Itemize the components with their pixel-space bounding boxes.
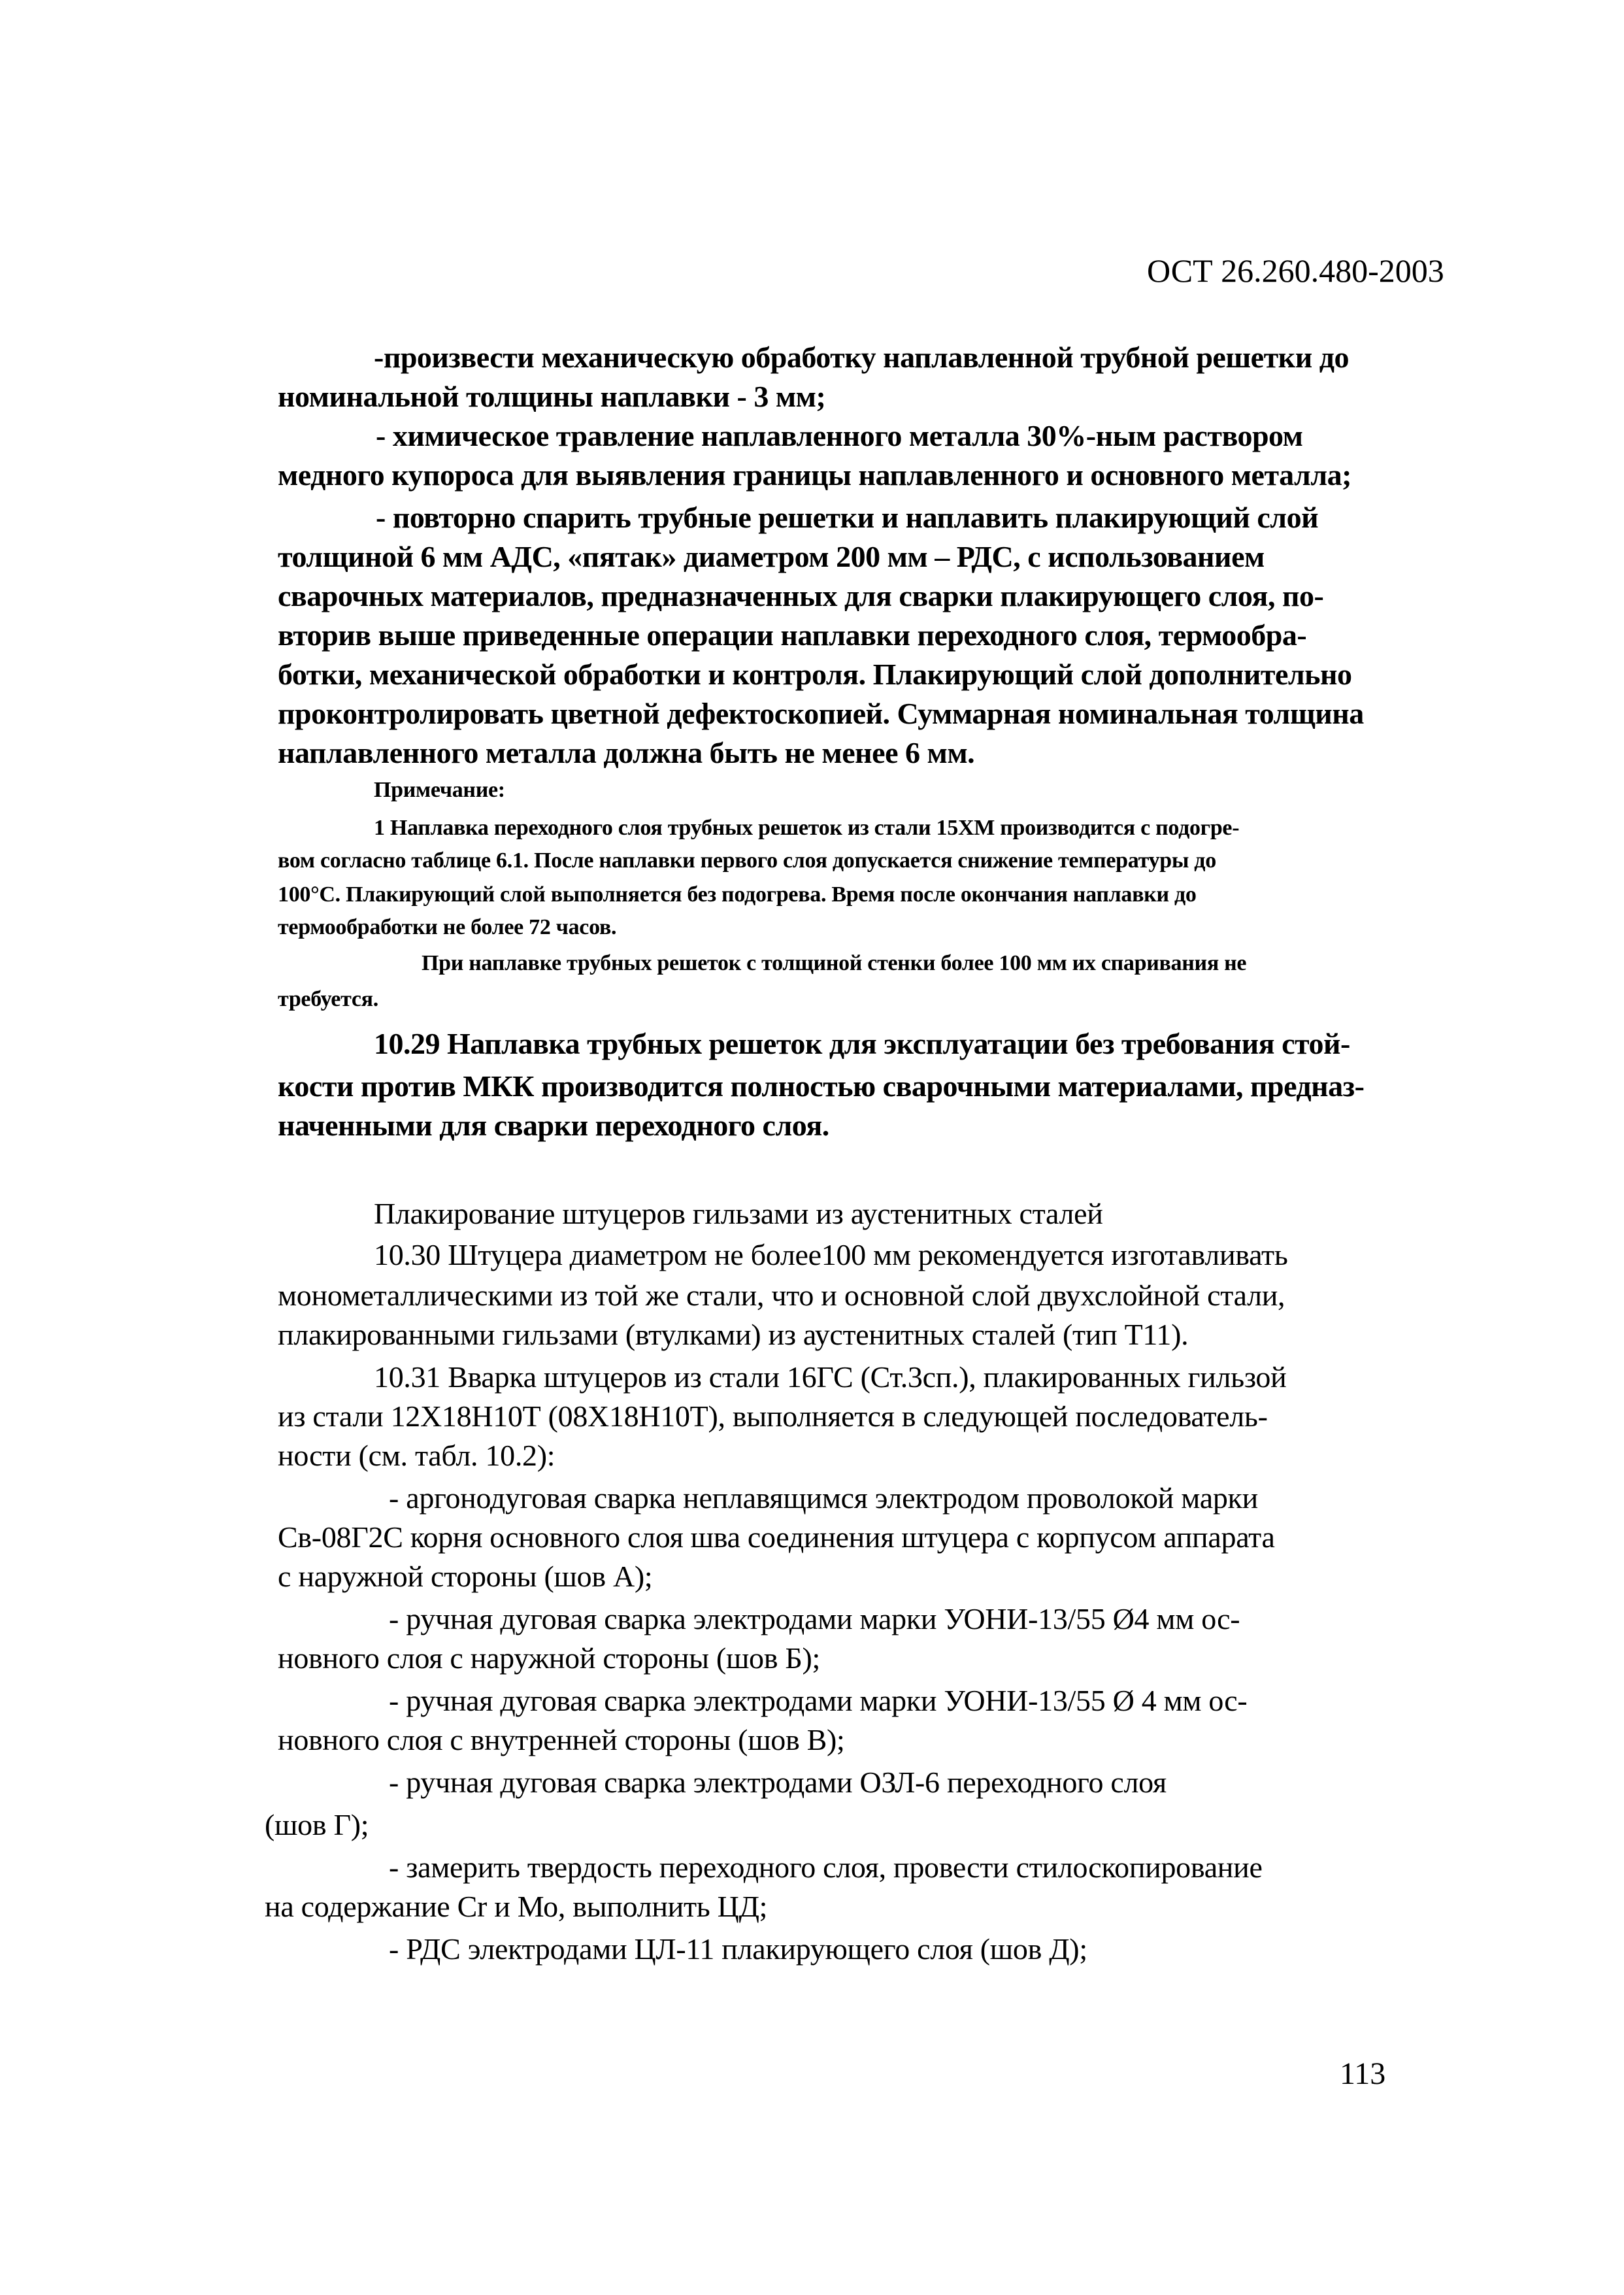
text-line: 10.31 Вварка штуцеров из стали 16ГС (Ст.3сп.), плакированных гильзой (374, 1360, 1287, 1394)
text-line: с наружной стороны (шов А); (278, 1560, 653, 1593)
text-line: новного слоя с наружной стороны (шов Б); (278, 1641, 820, 1675)
text-line: монометаллическими из той же стали, что и основной слой двухслойной стали, (278, 1279, 1285, 1312)
text-line: кости против МКК производится полностью сварочными материалами, предназ- (278, 1069, 1365, 1103)
note-line: термообработки не более 72 часов. (278, 915, 617, 939)
text-line: на содержание Сr и Мо, выполнить ЦД; (265, 1890, 768, 1923)
note-line: 1 Наплавка переходного слоя трубных решеток из стали 15ХМ производится с подогре- (374, 816, 1240, 840)
text-line: наченными для сварки переходного слоя. (278, 1109, 829, 1142)
note-line: вом согласно таблице 6.1. После наплавки первого слоя допускается снижение температуры до (278, 848, 1216, 873)
text-line: ботки, механической обработки и контроля. Плакирующий слой дополнительно (278, 658, 1352, 691)
text-line: номинальной толщины наплавки - 3 мм; (278, 380, 826, 413)
text-line: (шов Г); (265, 1808, 369, 1841)
note-heading: Примечание: (374, 778, 505, 802)
text-line: из стали 12Х18Н10Т (08Х18Н10Т), выполняется в следующей последователь- (278, 1399, 1268, 1433)
text-line: новного слоя с внутренней стороны (шов В); (278, 1723, 845, 1756)
text-line: сварочных материалов, предназначенных для сварки плакирующего слоя, по- (278, 579, 1324, 612)
list-item: - ручная дуговая сварка электродами ОЗЛ-6 переходного слоя (389, 1766, 1167, 1799)
text-line: медного купороса для выявления границы наплавленного и основного металла; (278, 458, 1351, 492)
text-line: 10.30 Штуцера диаметром не более100 мм рекомендуется изготавливать (374, 1238, 1288, 1271)
document-code: ОСТ 26.260.480-2003 (1147, 252, 1444, 289)
text-line: толщиной 6 мм АДС, «пятак» диаметром 200 мм – РДС, с использованием (278, 540, 1265, 573)
text-line: - химическое травление наплавленного металла 30%-ным раствором (376, 419, 1303, 452)
list-item: - ручная дуговая сварка электродами марки УОНИ-13/55 Ø 4 мм ос- (389, 1684, 1248, 1717)
list-item: - РДС электродами ЦЛ-11 плакирующего слоя (шов Д); (389, 1932, 1087, 1966)
note-line: При наплавке трубных решеток с толщиной стенки более 100 мм их спаривания не (422, 951, 1247, 975)
list-item: - аргонодуговая сварка неплавящимся электродом проволокой марки (389, 1481, 1258, 1515)
text-line: Св-08Г2С корня основного слоя шва соединения штуцера с корпусом аппарата (278, 1520, 1275, 1554)
text-line: проконтролировать цветной дефектоскопией. Суммарная номинальная толщина (278, 697, 1364, 730)
text-line: -произвести механическую обработку наплавленной трубной решетки до (374, 341, 1349, 374)
text-line: 10.29 Наплавка трубных решеток для эксплуатации без требования стой- (374, 1027, 1350, 1060)
text-line: - повторно спарить трубные решетки и наплавить плакирующий слой (376, 501, 1319, 534)
list-item: - замерить твердость переходного слоя, провести стилоскопирование (389, 1851, 1263, 1884)
text-line: наплавленного металла должна быть не менее 6 мм. (278, 736, 975, 769)
text-line: ности (см. табл. 10.2): (278, 1439, 555, 1472)
text-line: плакированными гильзами (втулками) из аустенитных сталей (тип Т11). (278, 1318, 1189, 1351)
note-line: 100°С. Плакирующий слой выполняется без подогрева. Время после окончания наплавки до (278, 882, 1197, 907)
note-line: требуется. (278, 987, 378, 1011)
text-line: вторив выше приведенные операции наплавки переходного слоя, термообра- (278, 618, 1307, 652)
section-heading: Плакирование штуцеров гильзами из аустенитных сталей (374, 1197, 1103, 1230)
page-number: 113 (1340, 2056, 1386, 2091)
list-item: - ручная дуговая сварка электродами марки УОНИ-13/55 Ø4 мм ос- (389, 1602, 1240, 1635)
